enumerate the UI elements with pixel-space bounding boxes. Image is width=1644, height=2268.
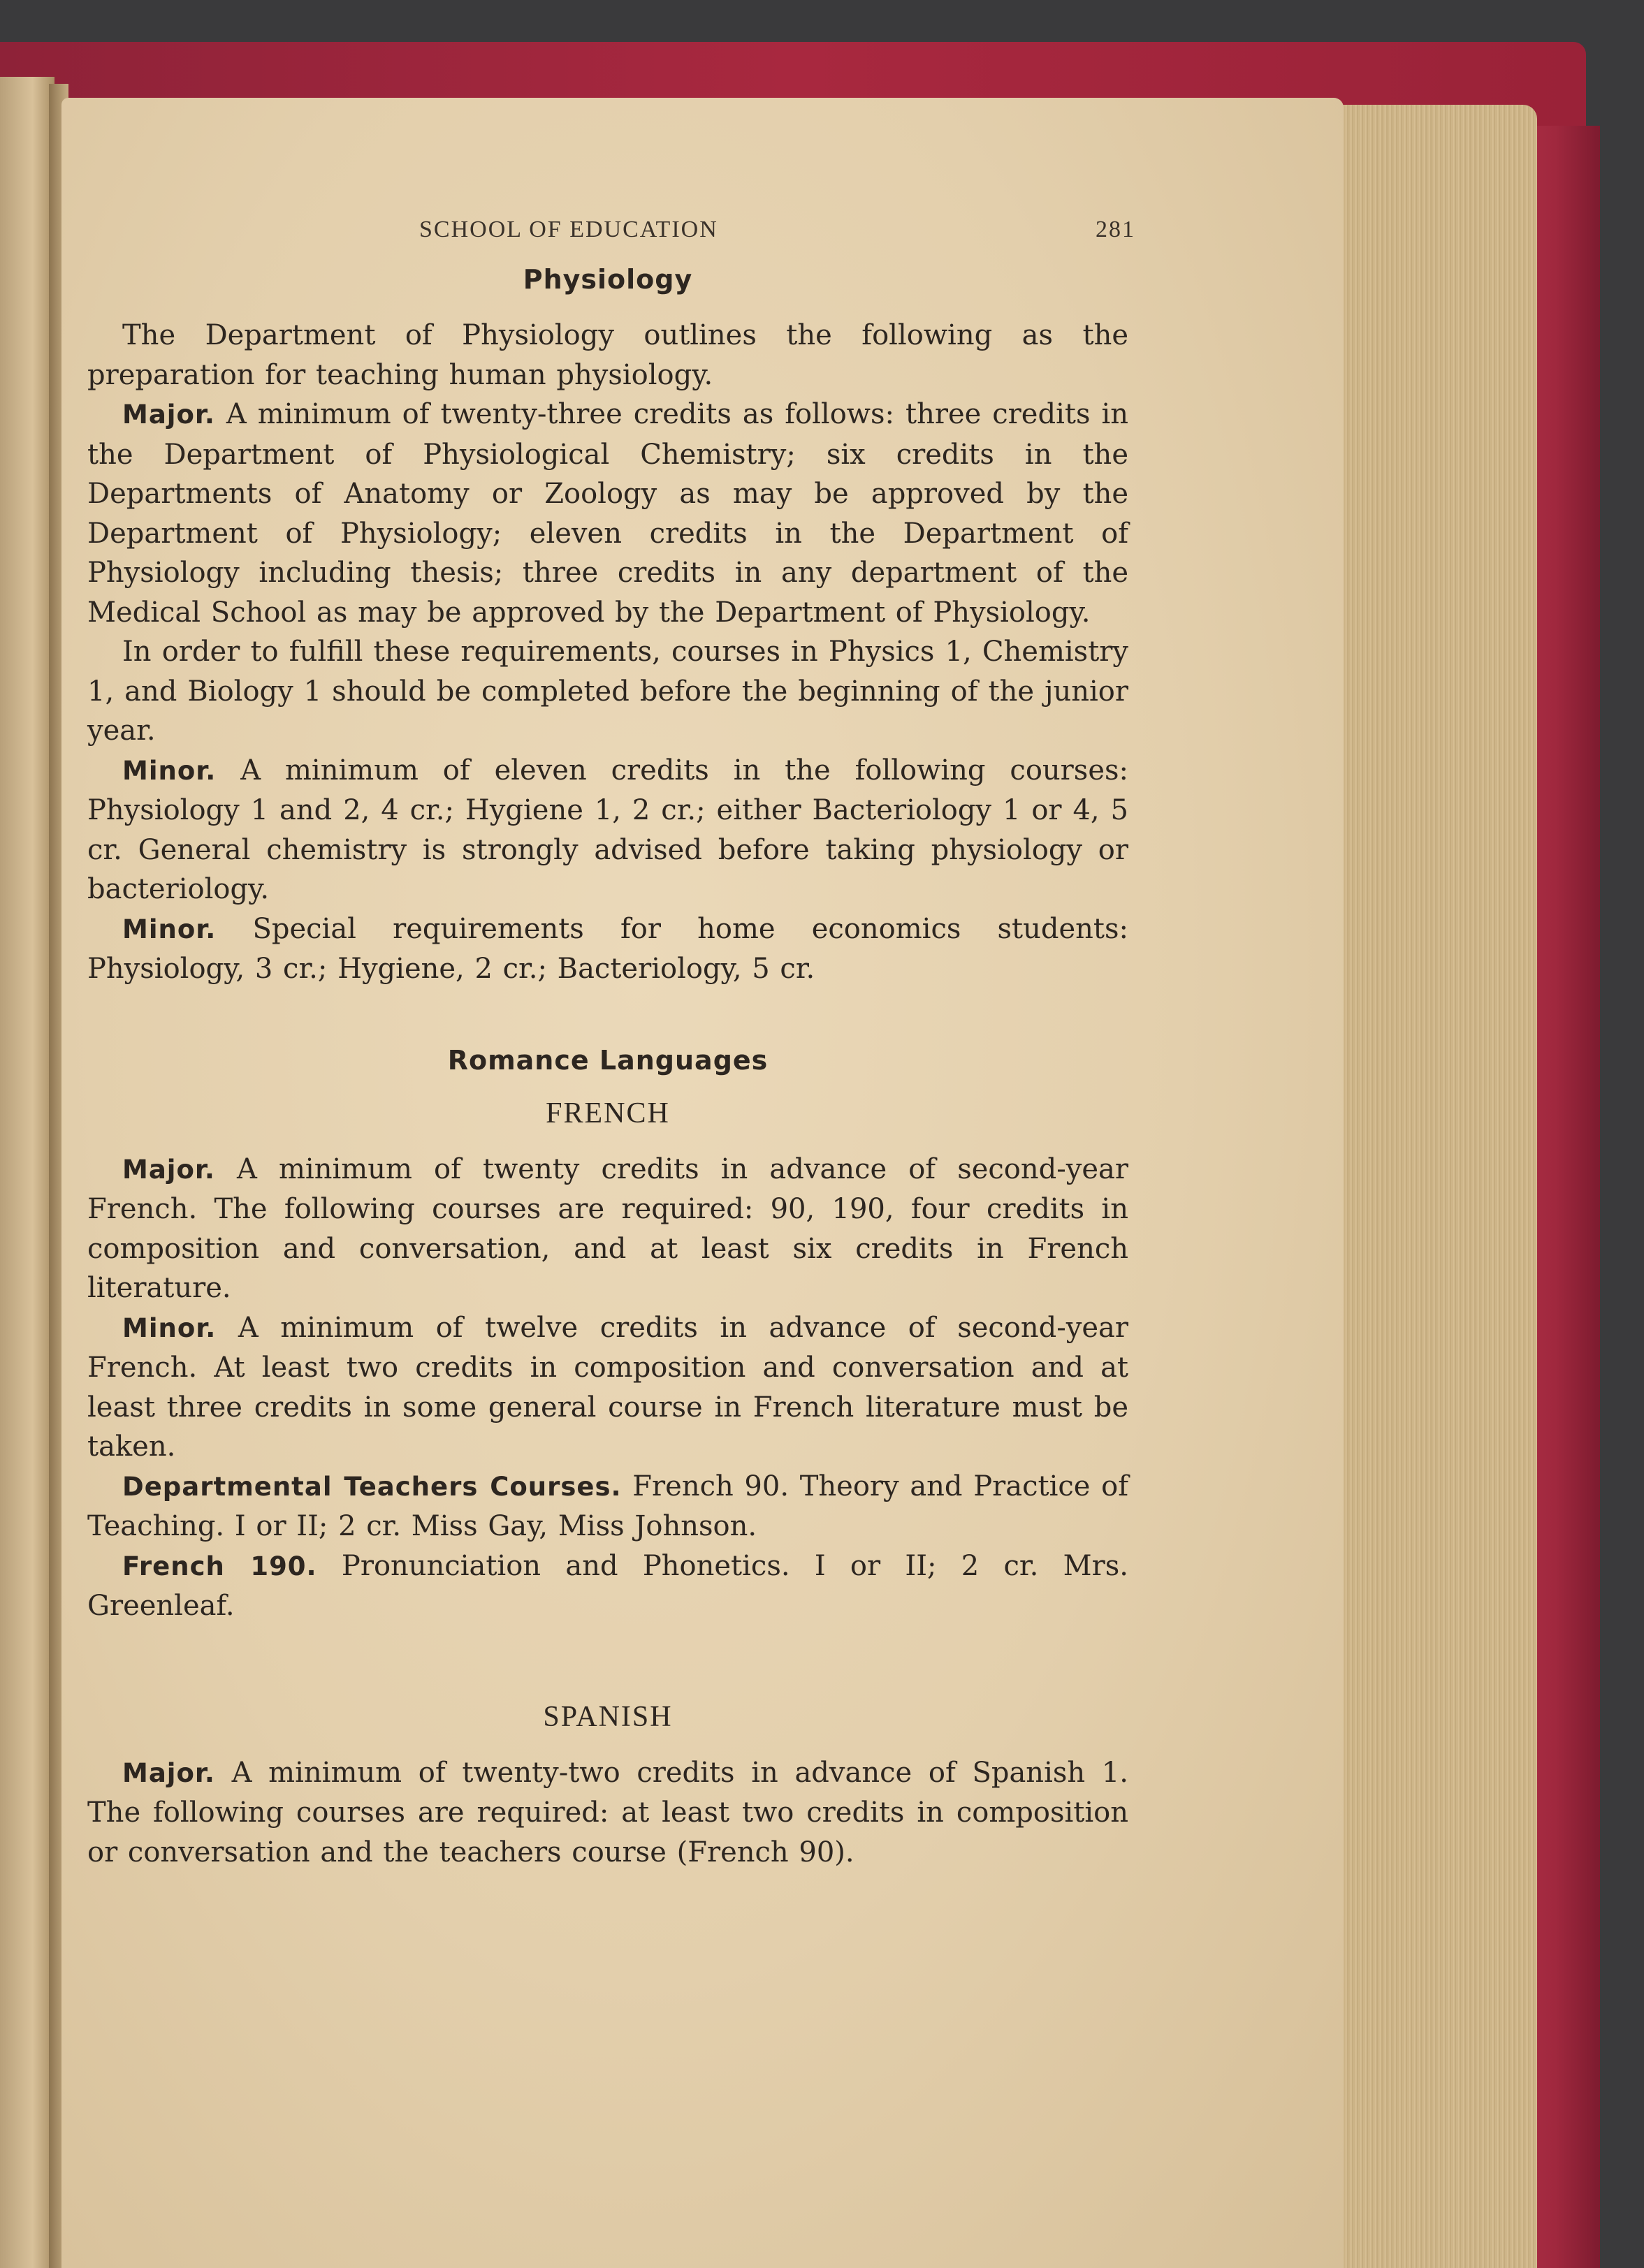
- french-departmental-courses: [87, 1467, 1128, 1546]
- major-text: A minimum of twenty credits in advance of second-year French. The following courses are required: 90, 190, four credits in composition and conversation, and at least six credits in French literature.: [87, 1153, 1128, 1304]
- minor-text: A minimum of eleven credits in the following courses: Physiology 1 and 2, 4 cr.; Hygiene 1, 2 cr.; either Bacteriology 1 or 4, 5 cr. General chemistry is strongly advised before taking physiology or bacteriology.: [87, 754, 1129, 905]
- minor-text: A minimum of twelve credits in advance of second-year French. At least two credits in composition and conversation and at least three credits in some general course in French literature must be taken.: [87, 1311, 1128, 1463]
- page-number: 281: [1096, 217, 1135, 242]
- french-minor: [87, 1308, 1128, 1467]
- major-text: A minimum of twenty-three credits as follows: three credits in the Department of Physiological Chemistry; six credits in the Departments of Anatomy or Zoology as may be approved by the Department of Physiology; eleven credits in the Department of Physiology including thesis; three credits in any department of the Medical School as may be approved by the Department of Physiology.: [87, 398, 1128, 629]
- spanish-major: [87, 1753, 1128, 1873]
- minor-label: Minor.: [122, 755, 217, 786]
- course-label: French 190.: [122, 1551, 317, 1581]
- sub-heading-french: FRENCH: [546, 1097, 670, 1129]
- major-label: Major.: [122, 1154, 215, 1185]
- physiology-prerequisites: In order to fulfill these requirements, courses in Physics 1, Chemistry 1, and Biology 1 should be completed before the beginning of the junior year.: [87, 636, 1128, 747]
- spacer: [87, 1626, 1128, 1681]
- course-text: Pronunciation and Phonetics. I or II; 2 cr. Mrs. Greenleaf.: [87, 1549, 1128, 1622]
- spacer: [87, 989, 1128, 1032]
- page-content: [87, 210, 1135, 1872]
- departmental-text: French 90. Theory and Practice of Teaching. I or II; 2 cr. Miss Gay, Miss Johnson.: [87, 1470, 1128, 1542]
- major-label: Major.: [122, 1757, 215, 1788]
- physiology-major: [87, 395, 1128, 632]
- minor-text: Special requirements for home economics students: Physiology, 3 cr.; Hygiene, 2 cr.; Bacteriology, 5 cr.: [87, 912, 1129, 985]
- physiology-intro: The Department of Physiology outlines the following as the preparation for teaching human physiology.: [87, 319, 1128, 391]
- sub-heading-spanish: SPANISH: [543, 1700, 673, 1733]
- running-title: SCHOOL OF EDUCATION: [419, 217, 718, 242]
- minor-label: Minor.: [122, 1312, 217, 1343]
- departmental-label: Departmental Teachers Courses.: [122, 1471, 622, 1502]
- physiology-minor: [87, 751, 1128, 909]
- physiology-minor-home-economics: [87, 909, 1128, 989]
- section-heading-physiology: Physiology: [523, 264, 693, 295]
- french-major: [87, 1150, 1128, 1308]
- major-label: Major.: [122, 400, 215, 430]
- major-text: A minimum of twenty-two credits in advance of Spanish 1. The following courses are required: at least two credits in composition or conversation and the teachers course (French 90).: [87, 1756, 1128, 1868]
- section-heading-romance-languages: Romance Languages: [447, 1044, 769, 1076]
- running-head: [87, 210, 1135, 251]
- left-page-edge: [0, 77, 54, 2268]
- page-edges: [1334, 105, 1537, 2268]
- french-190: [87, 1546, 1128, 1626]
- minor-label: Minor.: [122, 914, 217, 944]
